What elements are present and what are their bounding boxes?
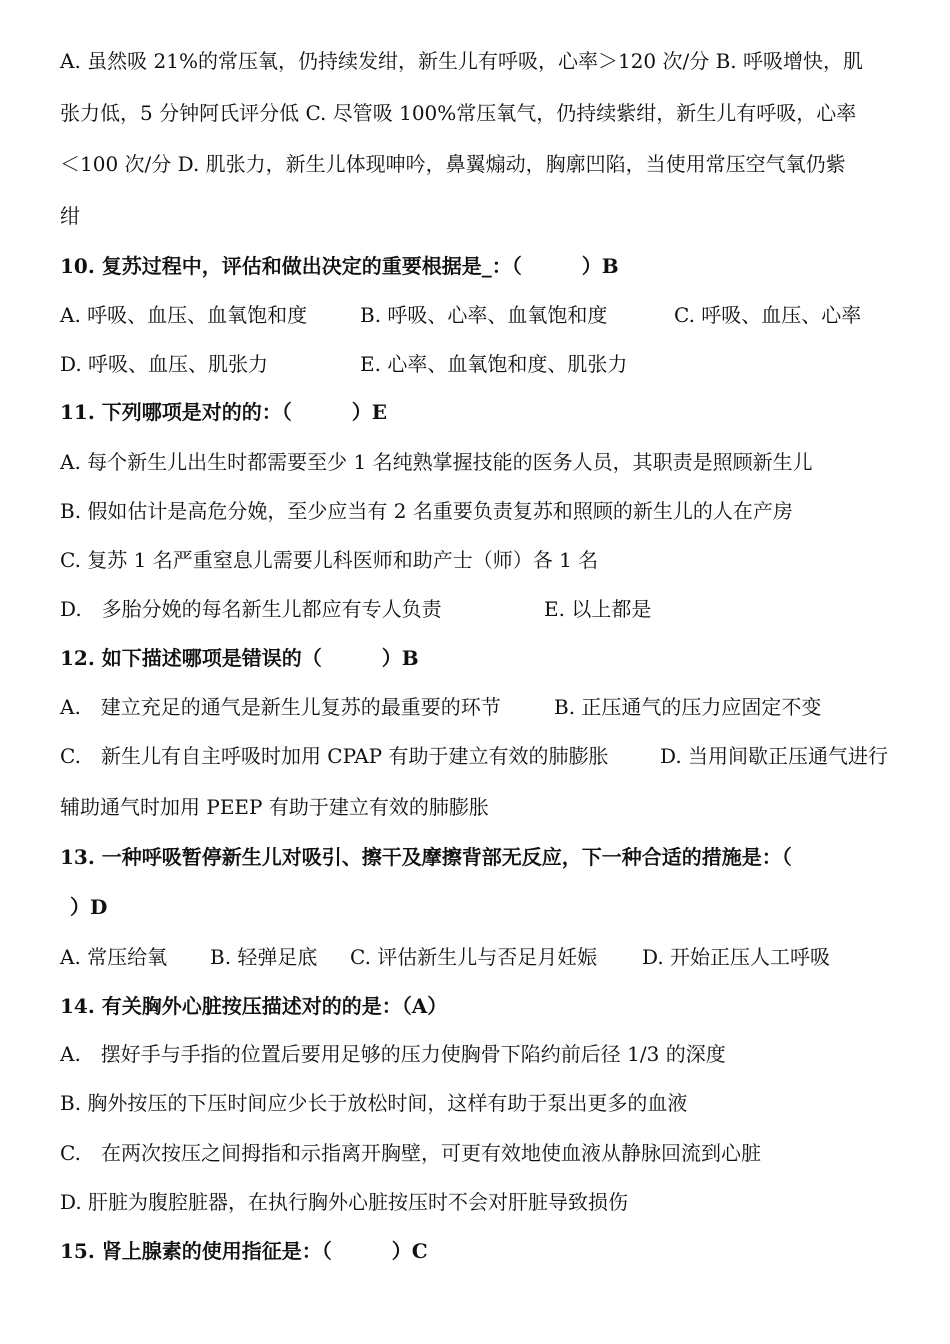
q13-option-c: C. 评估新生儿与否足月妊娠: [350, 945, 598, 969]
q10-option-c: C. 呼吸、血压、心率: [674, 303, 862, 327]
q12-option-b: B. 正压通气的压力应固定不变: [554, 695, 822, 719]
q12-option-d: D. 当用间歇正压通气进行: [660, 744, 889, 768]
q12-option-a: A. 建立充足的通气是新生儿复苏的最重要的环节: [60, 695, 501, 719]
q14-stem: 14. 有关胸外心脏按压描述对的的是：（A）: [60, 994, 448, 1018]
q15-stem: 15. 肾上腺素的使用指征是：（ ）C: [60, 1239, 428, 1263]
q10-option-d: D. 呼吸、血压、肌张力: [60, 352, 269, 376]
q13-option-d: D. 开始正压人工呼吸: [642, 945, 831, 969]
q10-stem: 10. 复苏过程中，评估和做出决定的重要根据是_：（ ）B: [60, 254, 619, 278]
q12-options-row-1: [60, 693, 920, 721]
q11-option-a: A. 每个新生儿出生时都需要至少 1 名纯熟掌握技能的医务人员，其职责是照顾新生儿: [60, 450, 813, 474]
q14-option-d: D. 肝脏为腹腔脏器，在执行胸外心脏按压时不会对肝脏导致损伤: [60, 1190, 629, 1214]
q13-stem-line-2: ）D: [70, 895, 108, 919]
q10-options-row-1: [60, 301, 920, 329]
q9-option-line-4: 绀: [60, 204, 80, 228]
q11-option-e: E. 以上都是: [544, 597, 652, 621]
q12-options-row-2: [60, 742, 920, 770]
q14-option-a: A. 摆好手与手指的位置后要用足够的压力使胸骨下陷约前后径 1/3 的深度: [60, 1042, 726, 1066]
q11-option-b: B. 假如估计是高危分娩，至少应当有 2 名重要负责复苏和照顾的新生儿的人在产房: [60, 499, 793, 523]
q11-stem: 11. 下列哪项是对的的：（ ）E: [60, 400, 388, 424]
q14-option-c: C. 在两次按压之间拇指和示指离开胸壁，可更有效地使血液从静脉回流到心脏: [60, 1141, 761, 1165]
q9-option-line-1: A. 虽然吸 21%的常压氧，仍持续发绀，新生儿有呼吸，心率＞120 次/分 B. 呼吸增快，肌: [60, 49, 864, 73]
q14-option-b: B. 胸外按压的下压时间应少长于放松时间，这样有助于泵出更多的血液: [60, 1091, 688, 1115]
q12-stem: 12. 如下描述哪项是错误的（ ）B: [60, 646, 419, 670]
q12-option-d-continued: 辅助通气时加用 PEEP 有助于建立有效的肺膨胀: [60, 795, 489, 819]
q13-option-b: B. 轻弹足底: [210, 945, 318, 969]
q13-stem-line-1: 13. 一种呼吸暂停新生儿对吸引、擦干及摩擦背部无反应，下一种合适的措施是：（: [60, 845, 792, 869]
q10-option-a: A. 呼吸、血压、血氧饱和度: [60, 303, 308, 327]
q12-option-c: C. 新生儿有自主呼吸时加用 CPAP 有助于建立有效的肺膨胀: [60, 744, 609, 768]
q9-option-line-2: 张力低，5 分钟阿氏评分低 C. 尽管吸 100%常压氧气，仍持续紫绀，新生儿有呼吸，心率: [60, 101, 857, 125]
q13-option-a: A. 常压给氧: [60, 945, 168, 969]
q11-option-d: D. 多胎分娩的每名新生儿都应有专人负责: [60, 597, 442, 621]
q10-option-b: B. 呼吸、心率、血氧饱和度: [360, 303, 608, 327]
q11-option-c: C. 复苏 1 名严重窒息儿需要儿科医师和助产士（师）各 1 名: [60, 548, 599, 572]
q13-options-row: [60, 943, 920, 971]
q11-options-row-4: [60, 595, 920, 623]
q10-options-row-2: [60, 350, 920, 378]
q9-option-line-3: ＜100 次/分 D. 肌张力，新生儿体现呻吟，鼻翼煽动，胸廓凹陷，当使用常压空气氧仍紫: [60, 152, 846, 176]
q10-option-e: E. 心率、血氧饱和度、肌张力: [360, 352, 628, 376]
